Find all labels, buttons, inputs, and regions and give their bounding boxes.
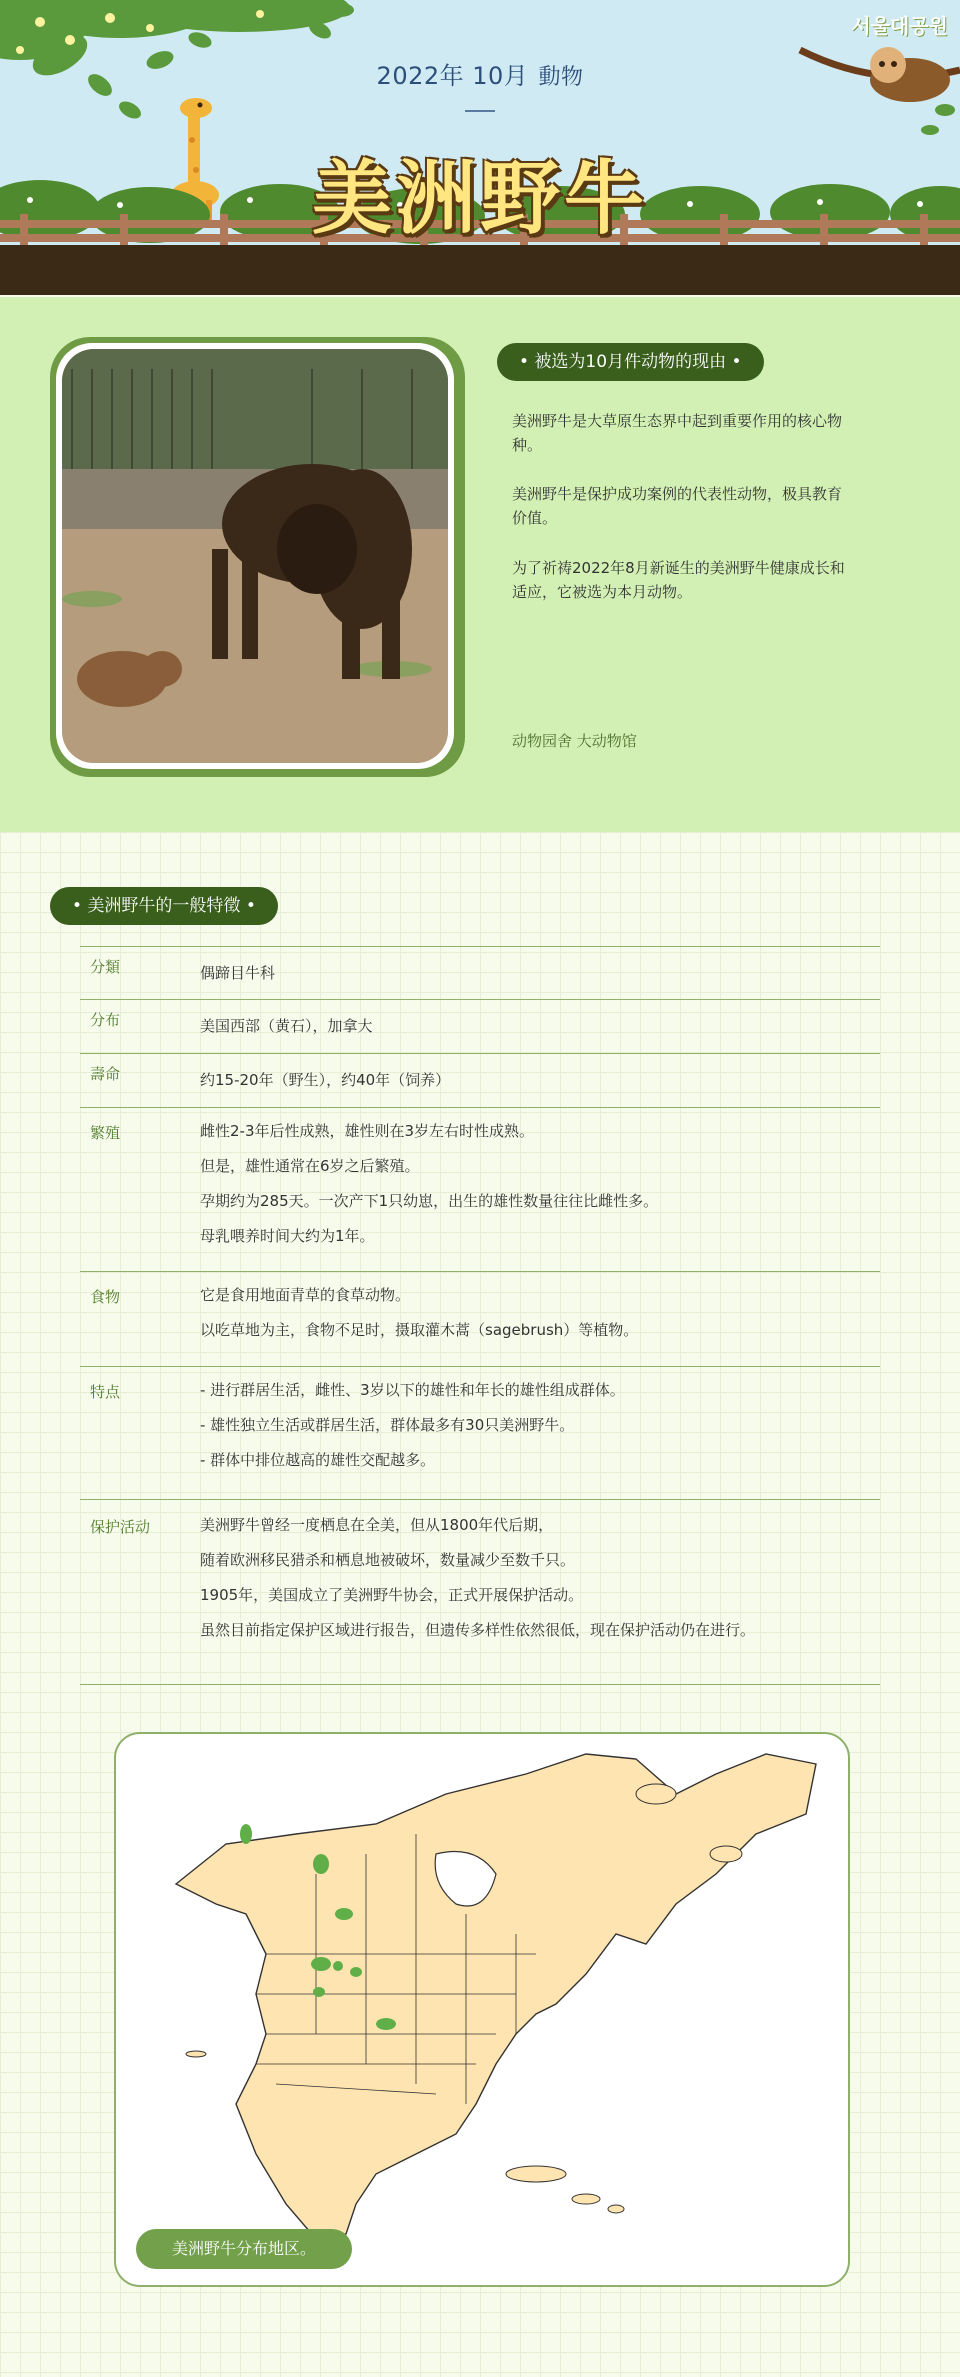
trait-value bbox=[200, 1114, 880, 1271]
trait-line: 它是食用地面青草的食草动物。 bbox=[200, 1286, 411, 1304]
table-row bbox=[80, 947, 880, 1000]
trait-line: 但是，雄性通常在6岁之后繁殖。 bbox=[200, 1157, 420, 1175]
map-landmass bbox=[176, 1754, 816, 2239]
trait-line: 母乳喂养时间大约为1年。 bbox=[200, 1227, 375, 1245]
reason-heading: • 被选为10月件动物的现由 • bbox=[497, 343, 764, 381]
table-row bbox=[80, 1000, 880, 1054]
reason-paragraph-3: 为了祈祷2022年8月新诞生的美洲野牛健康成长和适应，它被选为本月动物。 bbox=[512, 559, 845, 601]
header-banner bbox=[0, 0, 960, 295]
trait-line: - 雄性独立生活或群居生活，群体最多有30只美洲野牛。 bbox=[200, 1416, 575, 1434]
distribution-map-card bbox=[114, 1732, 850, 2287]
issue-category: 動物 bbox=[538, 65, 584, 90]
map-caption: 美洲野牛分布地区。 bbox=[136, 2229, 352, 2269]
trait-label: 特点 bbox=[90, 1383, 121, 1401]
traits-heading-text: 美洲野牛的一般特徵 bbox=[87, 896, 241, 916]
trait-line: - 进行群居生活，雌性、3岁以下的雄性和年长的雄性组成群体。 bbox=[200, 1381, 625, 1399]
trait-line: 约15-20年（野生），约40年（饲养） bbox=[200, 1071, 451, 1089]
trait-value bbox=[200, 1373, 880, 1499]
intro-section bbox=[0, 297, 960, 832]
trait-label: 食物 bbox=[90, 1288, 121, 1306]
issue-date-text: 2022年 10月 bbox=[376, 62, 529, 90]
trait-line: 雌性2-3年后性成熟，雄性则在3岁左右时性成熟。 bbox=[200, 1122, 535, 1140]
trait-label: 分類 bbox=[90, 958, 121, 976]
trait-value bbox=[200, 956, 880, 999]
north-america-map bbox=[116, 1734, 848, 2285]
ground-band bbox=[0, 245, 960, 295]
table-row bbox=[80, 1054, 880, 1108]
trait-line: 美国西部（黄石），加拿大 bbox=[200, 1017, 373, 1035]
trait-value bbox=[200, 1063, 880, 1107]
zoo-logo[interactable]: 서울대공원 bbox=[851, 14, 948, 38]
trait-value bbox=[200, 1278, 880, 1366]
trait-line: 1905年，美国成立了美洲野牛协会，正式开展保护活动。 bbox=[200, 1586, 584, 1604]
traits-heading: • 美洲野牛的一般特徵 • bbox=[50, 887, 278, 925]
trait-line: 偶蹄目牛科 bbox=[200, 964, 276, 982]
issue-date bbox=[0, 56, 960, 91]
trait-value bbox=[200, 1009, 880, 1053]
trait-value bbox=[200, 1508, 880, 1684]
traits-table bbox=[80, 946, 880, 1685]
table-row bbox=[80, 1272, 880, 1367]
trait-line: - 群体中排位越高的雄性交配越多。 bbox=[200, 1451, 436, 1469]
table-row bbox=[80, 1108, 880, 1272]
trait-label: 保护活动 bbox=[90, 1518, 151, 1536]
photo-container bbox=[56, 343, 454, 769]
table-row bbox=[80, 1367, 880, 1500]
photo-frame bbox=[50, 337, 465, 777]
title-divider bbox=[465, 110, 495, 112]
trait-line: 美洲野牛曾经一度栖息在全美，但从1800年代后期， bbox=[200, 1516, 554, 1534]
trait-label: 分布 bbox=[90, 1011, 121, 1029]
reason-paragraph-1: 美洲野牛是大草原生态界中起到重要作用的核心物种。 bbox=[512, 412, 843, 454]
page-title: 美洲野牛 bbox=[312, 152, 648, 245]
trait-label: 繁殖 bbox=[90, 1124, 121, 1142]
trait-line: 虽然目前指定保护区域进行报告，但遗传多样性依然很低，现在保护活动仍在进行。 bbox=[200, 1621, 756, 1639]
reason-heading-text: 被选为10月件动物的现由 bbox=[534, 352, 727, 372]
exhibit-location: 动物园舍 大动物馆 bbox=[512, 732, 637, 750]
traits-section bbox=[0, 832, 960, 2377]
trait-label: 壽命 bbox=[90, 1065, 121, 1083]
trait-line: 随着欧洲移民猎杀和栖息地被破坏，数量减少至数千只。 bbox=[200, 1551, 576, 1569]
table-row bbox=[80, 1500, 880, 1685]
reason-paragraph-2: 美洲野牛是保护成功案例的代表性动物，极具教育价值。 bbox=[512, 485, 843, 527]
bison-photo bbox=[62, 349, 448, 763]
trait-line: 孕期约为285天。一次产下1只幼崽，出生的雄性数量往往比雌性多。 bbox=[200, 1192, 659, 1210]
trait-line: 以吃草地为主，食物不足时，摄取灌木蒿（sagebrush）等植物。 bbox=[200, 1321, 639, 1339]
